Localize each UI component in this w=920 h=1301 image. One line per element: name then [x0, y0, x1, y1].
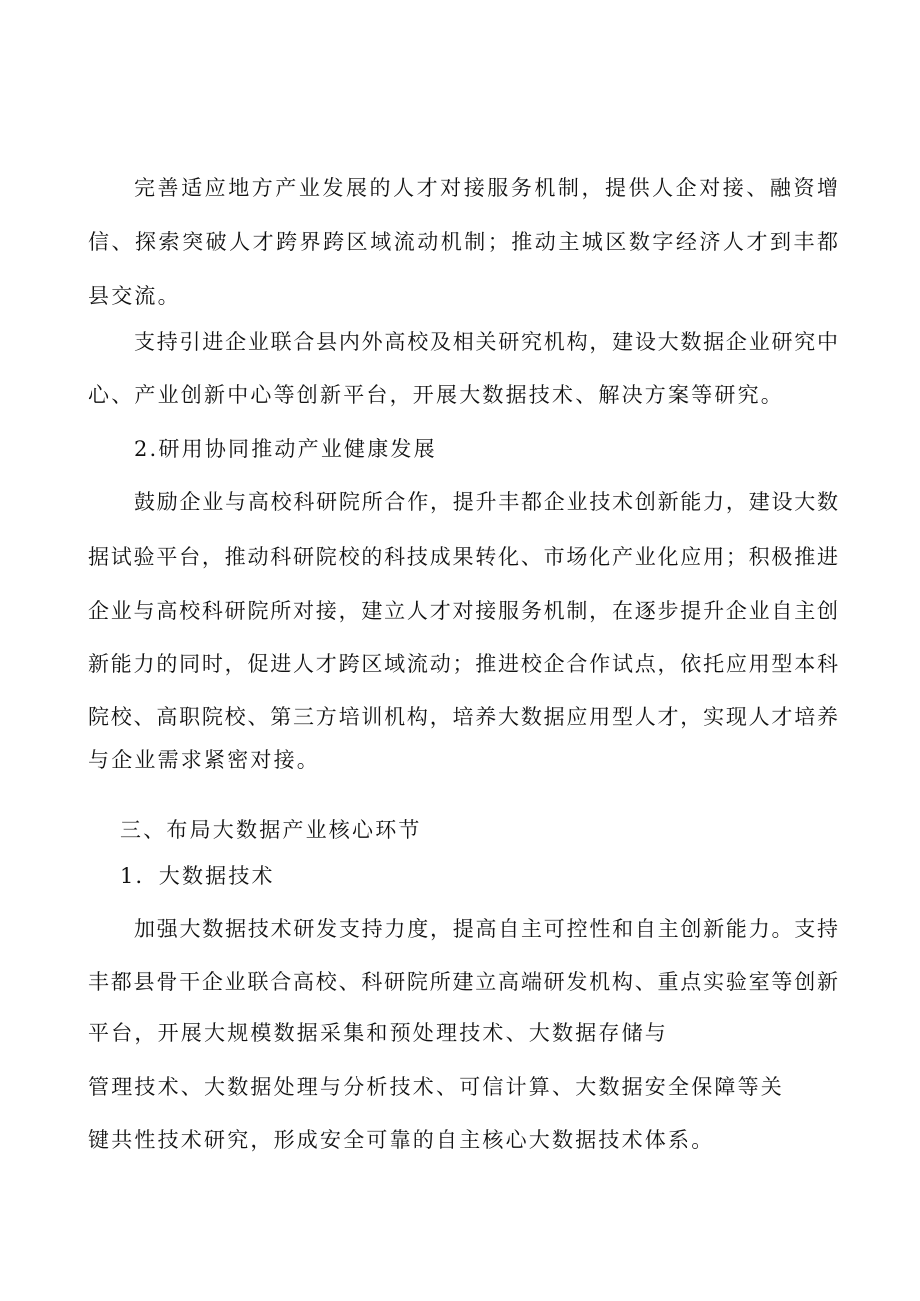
paragraph-line: 企业与高校科研院所对接，建立人才对接服务机制，在逐步提升企业自主创 — [88, 599, 838, 623]
paragraph-line: 管理技术、大数据处理与分析技术、可信计算、大数据安全保障等关 — [88, 1075, 784, 1099]
paragraph-line: 心、产业创新中心等创新平台，开展大数据技术、解决方案等研究。 — [88, 383, 784, 407]
paragraph-line: 信、探索突破人才跨界跨区域流动机制；推动主城区数字经济人才到丰都 — [88, 230, 838, 254]
paragraph-line: 平台，开展大规模数据采集和预处理技术、大数据存储与 — [88, 1021, 668, 1045]
paragraph-line: 新能力的同时，促进人才跨区域流动；推进校企合作试点，依托应用型本科 — [88, 652, 838, 676]
paragraph-line: 加强大数据技术研发支持力度，提高自主可控性和自主创新能力。支持 — [134, 917, 838, 941]
paragraph-line: 鼓励企业与高校科研院所合作，提升丰都企业技术创新能力，建设大数 — [134, 490, 838, 514]
paragraph-line: 据试验平台，推动科研院校的科技成果转化、市场化产业化应用；积极推进 — [88, 545, 838, 569]
paragraph-line: 完善适应地方产业发展的人才对接服务机制，提供人企对接、融资增 — [134, 176, 838, 200]
paragraph-line: 支持引进企业联合县内外高校及相关研究机构，建设大数据企业研究中 — [134, 330, 838, 354]
subheading: 2.研用协同推动产业健康发展 — [134, 437, 437, 461]
paragraph-line: 与企业需求紧密对接。 — [88, 748, 320, 772]
section-heading: 三、布局大数据产业核心环节 — [120, 818, 422, 842]
paragraph-line: 院校、高职院校、第三方培训机构，培养大数据应用型人才，实现人才培养 — [88, 705, 838, 729]
paragraph-line: 键共性技术研究，形成安全可靠的自主核心大数据技术体系。 — [88, 1128, 715, 1152]
paragraph-line: 丰都县骨干企业联合高校、科研院所建立高端研发机构、重点实验室等创新 — [88, 970, 838, 994]
paragraph-line: 县交流。 — [88, 284, 181, 308]
subsection-heading: 1．大数据技术 — [120, 864, 275, 888]
